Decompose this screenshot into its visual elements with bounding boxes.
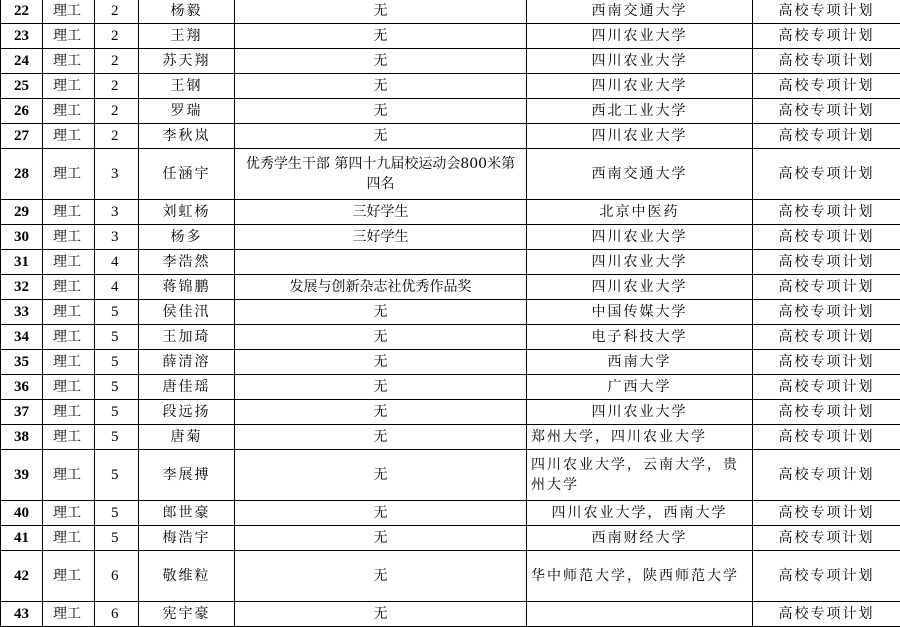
table-row (1, 551, 900, 602)
plan-cell: 高校专项计划 (753, 24, 900, 49)
category-cell: 理工 (43, 501, 95, 526)
honor-cell: 无 (235, 400, 527, 425)
score-cell: 5 (95, 350, 139, 375)
name-cell: 薛清溶 (139, 350, 235, 375)
table-row (1, 0, 900, 24)
category-cell: 理工 (43, 49, 95, 74)
table-row (1, 225, 900, 250)
name-cell: 唐菊 (139, 425, 235, 450)
university-cell: 四川农业大学 (527, 24, 753, 49)
row-number: 36 (1, 375, 43, 400)
score-cell: 3 (95, 225, 139, 250)
category-cell: 理工 (43, 602, 95, 627)
plan-cell: 高校专项计划 (753, 551, 900, 602)
university-cell: 四川农业大学 (527, 250, 753, 275)
score-cell: 4 (95, 275, 139, 300)
plan-cell: 高校专项计划 (753, 400, 900, 425)
table-row (1, 375, 900, 400)
honor-cell: 无 (235, 0, 527, 24)
name-cell: 王翔 (139, 24, 235, 49)
category-cell: 理工 (43, 99, 95, 124)
honor-cell: 三好学生 (235, 225, 527, 250)
category-cell: 理工 (43, 400, 95, 425)
name-cell: 李浩然 (139, 250, 235, 275)
university-cell: 电子科技大学 (527, 325, 753, 350)
honor-cell: 无 (235, 124, 527, 149)
university-cell: 郑州大学，四川农业大学 (527, 425, 753, 450)
name-cell: 王加琦 (139, 325, 235, 350)
row-number: 40 (1, 501, 43, 526)
plan-cell: 高校专项计划 (753, 225, 900, 250)
table-row (1, 325, 900, 350)
score-cell: 5 (95, 425, 139, 450)
row-number: 29 (1, 200, 43, 225)
honor-cell: 无 (235, 526, 527, 551)
honor-cell: 三好学生 (235, 200, 527, 225)
score-cell: 6 (95, 602, 139, 627)
honor-cell: 无 (235, 74, 527, 99)
honor-cell: 无 (235, 24, 527, 49)
honor-cell: 无 (235, 425, 527, 450)
row-number: 34 (1, 325, 43, 350)
university-cell: 四川农业大学，西南大学 (527, 501, 753, 526)
university-cell: 西南交通大学 (527, 0, 753, 24)
category-cell: 理工 (43, 124, 95, 149)
category-cell: 理工 (43, 300, 95, 325)
honor-cell: 发展与创新杂志社优秀作品奖 (235, 275, 527, 300)
row-number: 22 (1, 0, 43, 24)
plan-cell: 高校专项计划 (753, 602, 900, 627)
name-cell: 刘虹杨 (139, 200, 235, 225)
name-cell: 梅浩宇 (139, 526, 235, 551)
row-number: 38 (1, 425, 43, 450)
name-cell: 杨多 (139, 225, 235, 250)
table-row (1, 200, 900, 225)
university-cell: 西南大学 (527, 350, 753, 375)
category-cell: 理工 (43, 425, 95, 450)
table-row (1, 602, 900, 627)
row-number: 27 (1, 124, 43, 149)
honor-cell: 无 (235, 325, 527, 350)
table-row (1, 275, 900, 300)
honor-cell: 无 (235, 602, 527, 627)
plan-cell: 高校专项计划 (753, 49, 900, 74)
name-cell: 宪宇豪 (139, 602, 235, 627)
plan-cell: 高校专项计划 (753, 99, 900, 124)
row-number: 43 (1, 602, 43, 627)
name-cell: 罗瑞 (139, 99, 235, 124)
plan-cell: 高校专项计划 (753, 300, 900, 325)
row-number: 25 (1, 74, 43, 99)
name-cell: 苏天翔 (139, 49, 235, 74)
score-cell: 5 (95, 450, 139, 501)
name-cell: 郎世豪 (139, 501, 235, 526)
university-cell: 四川农业大学 (527, 225, 753, 250)
name-cell: 段远扬 (139, 400, 235, 425)
score-cell: 2 (95, 99, 139, 124)
row-number: 37 (1, 400, 43, 425)
category-cell: 理工 (43, 250, 95, 275)
plan-cell: 高校专项计划 (753, 250, 900, 275)
plan-cell: 高校专项计划 (753, 275, 900, 300)
score-cell: 2 (95, 74, 139, 99)
category-cell: 理工 (43, 149, 95, 200)
row-number: 39 (1, 450, 43, 501)
row-number: 23 (1, 24, 43, 49)
plan-cell: 高校专项计划 (753, 74, 900, 99)
honor-cell: 无 (235, 99, 527, 124)
honor-cell: 优秀学生干部 第四十九届校运动会800米第四名 (235, 149, 527, 200)
score-cell: 3 (95, 149, 139, 200)
name-cell: 杨毅 (139, 0, 235, 24)
score-cell: 2 (95, 124, 139, 149)
row-number: 32 (1, 275, 43, 300)
score-cell: 5 (95, 400, 139, 425)
score-cell: 2 (95, 0, 139, 24)
university-cell: 四川农业大学 (527, 124, 753, 149)
table-row (1, 74, 900, 99)
plan-cell: 高校专项计划 (753, 0, 900, 24)
category-cell: 理工 (43, 275, 95, 300)
university-cell: 广西大学 (527, 375, 753, 400)
plan-cell: 高校专项计划 (753, 325, 900, 350)
name-cell: 蒋锦鹏 (139, 275, 235, 300)
row-number: 41 (1, 526, 43, 551)
category-cell: 理工 (43, 526, 95, 551)
table-row (1, 49, 900, 74)
honor-cell: 无 (235, 551, 527, 602)
score-cell: 3 (95, 200, 139, 225)
name-cell: 唐佳瑶 (139, 375, 235, 400)
table-row (1, 124, 900, 149)
honor-cell: 无 (235, 350, 527, 375)
university-cell: 西南交通大学 (527, 149, 753, 200)
score-cell: 2 (95, 49, 139, 74)
university-cell: 四川农业大学 (527, 400, 753, 425)
table-row (1, 350, 900, 375)
university-cell: 四川农业大学 (527, 275, 753, 300)
name-cell: 李展搏 (139, 450, 235, 501)
row-number: 26 (1, 99, 43, 124)
honor-cell: 无 (235, 300, 527, 325)
plan-cell: 高校专项计划 (753, 375, 900, 400)
category-cell: 理工 (43, 225, 95, 250)
university-cell: 中国传媒大学 (527, 300, 753, 325)
university-cell: 西北工业大学 (527, 99, 753, 124)
plan-cell: 高校专项计划 (753, 200, 900, 225)
score-cell: 5 (95, 501, 139, 526)
university-cell: 四川农业大学 (527, 49, 753, 74)
category-cell: 理工 (43, 200, 95, 225)
category-cell: 理工 (43, 0, 95, 24)
category-cell: 理工 (43, 375, 95, 400)
honor-cell: 无 (235, 375, 527, 400)
plan-cell: 高校专项计划 (753, 149, 900, 200)
name-cell: 王钢 (139, 74, 235, 99)
university-cell: 西南财经大学 (527, 526, 753, 551)
row-number: 35 (1, 350, 43, 375)
score-cell: 5 (95, 526, 139, 551)
university-cell: 北京中医药 (527, 200, 753, 225)
category-cell: 理工 (43, 551, 95, 602)
score-cell: 5 (95, 325, 139, 350)
score-cell: 6 (95, 551, 139, 602)
table-row (1, 425, 900, 450)
plan-cell: 高校专项计划 (753, 425, 900, 450)
plan-cell: 高校专项计划 (753, 526, 900, 551)
score-cell: 5 (95, 375, 139, 400)
row-number: 24 (1, 49, 43, 74)
honor-cell: 无 (235, 450, 527, 501)
name-cell: 任涵宇 (139, 149, 235, 200)
category-cell: 理工 (43, 74, 95, 99)
category-cell: 理工 (43, 325, 95, 350)
university-cell (527, 602, 753, 627)
honor-cell: 无 (235, 501, 527, 526)
honor-cell: 无 (235, 49, 527, 74)
row-number: 30 (1, 225, 43, 250)
name-cell: 侯佳汛 (139, 300, 235, 325)
row-number: 42 (1, 551, 43, 602)
name-cell: 李秋岚 (139, 124, 235, 149)
table-body (1, 0, 900, 627)
row-number: 31 (1, 250, 43, 275)
table-row (1, 149, 900, 200)
plan-cell: 高校专项计划 (753, 450, 900, 501)
row-number: 28 (1, 149, 43, 200)
table-row (1, 300, 900, 325)
row-number: 33 (1, 300, 43, 325)
university-cell: 华中师范大学，陕西师范大学 (527, 551, 753, 602)
category-cell: 理工 (43, 450, 95, 501)
score-cell: 5 (95, 300, 139, 325)
category-cell: 理工 (43, 350, 95, 375)
plan-cell: 高校专项计划 (753, 501, 900, 526)
plan-cell: 高校专项计划 (753, 124, 900, 149)
table-row (1, 450, 900, 501)
name-cell: 敬维粒 (139, 551, 235, 602)
plan-cell: 高校专项计划 (753, 350, 900, 375)
table-row (1, 250, 900, 275)
score-cell: 2 (95, 24, 139, 49)
table-row (1, 526, 900, 551)
university-cell: 四川农业大学，云南大学，贵州大学 (527, 450, 753, 501)
table-row (1, 501, 900, 526)
score-cell: 4 (95, 250, 139, 275)
university-cell: 四川农业大学 (527, 74, 753, 99)
table-row (1, 24, 900, 49)
table-row (1, 400, 900, 425)
honor-cell (235, 250, 527, 275)
table-row (1, 99, 900, 124)
category-cell: 理工 (43, 24, 95, 49)
